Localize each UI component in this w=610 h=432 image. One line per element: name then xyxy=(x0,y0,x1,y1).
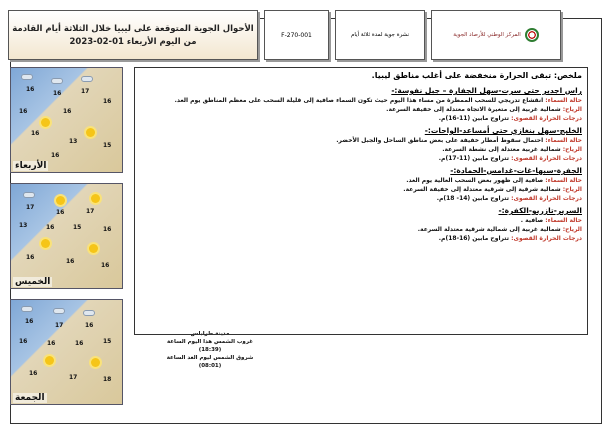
map-temp: 16 xyxy=(101,262,110,269)
doc-code-box xyxy=(264,10,329,60)
map-temp: 15 xyxy=(103,142,112,149)
sky-text: صافية . xyxy=(520,217,544,224)
cloud-icon xyxy=(51,78,63,84)
sunset-time: غروب الشمس هذا اليوم الساعة (18:39) xyxy=(166,339,254,353)
cloud-icon xyxy=(23,192,35,198)
temp-label: درجات الحرارة القصوى: xyxy=(511,235,582,242)
map-temp: 16 xyxy=(19,338,28,345)
map-day-1 xyxy=(10,67,123,173)
cloud-icon xyxy=(81,76,93,82)
temp-text: تتراوح مابين (11-17)م. xyxy=(438,155,509,162)
temp-label: درجات الحرارة القصوى: xyxy=(511,195,582,202)
sun-icon xyxy=(91,358,100,367)
temp-text: تتراوح مابين (11-16)م. xyxy=(438,115,509,122)
doc-name-box xyxy=(335,10,425,60)
map-temp: 16 xyxy=(56,209,65,216)
map-temp: 15 xyxy=(103,338,112,345)
wind-text: شمالية شرقية إلى شرقية معتدلة إلى خفيفة السرعة. xyxy=(403,186,561,193)
doc-code: F-270-001 xyxy=(281,31,312,39)
forecast-text xyxy=(134,67,588,335)
wind-label: الرياح: xyxy=(562,186,582,193)
map-day-label: الأربعاء xyxy=(15,161,47,171)
map-day-3 xyxy=(10,299,123,405)
title-box xyxy=(8,10,258,60)
sunrise-time: شروق الشمس ليوم الغد الساعة (08:01) xyxy=(166,355,254,369)
map-temp: 16 xyxy=(47,340,56,347)
title-line-2: من اليوم الأربعاء 01-02-2023 xyxy=(69,36,197,47)
map-temp: 16 xyxy=(29,370,38,377)
sky-text: انقشاع تدريجي للسحب الممطرة من مساء هذا اليوم حيث تكون السماء صافية إلى قليلة السحب على معظم المناطق يوم الغد. xyxy=(174,97,544,104)
sun-icon xyxy=(56,196,65,205)
region-title: الخليج-سهل بنغازي حتى أمساعد-الواحات:- xyxy=(424,126,582,135)
sky-text: صافية إلى ظهور بعض السحب العالية يوم الغد. xyxy=(406,177,544,184)
map-temp: 17 xyxy=(69,374,78,381)
sun-icon xyxy=(86,128,95,137)
org-name: المركز الوطني للأرصاد الجوية xyxy=(453,32,521,38)
temp-label: درجات الحرارة القصوى: xyxy=(511,115,582,122)
map-temp: 16 xyxy=(53,90,62,97)
map-temp: 16 xyxy=(75,340,84,347)
sun-icon xyxy=(41,118,50,127)
map-temp: 16 xyxy=(46,224,55,231)
region-title: الجفرة-سبها-غات-غدامس-الحمادة:- xyxy=(450,166,582,175)
cloud-icon xyxy=(21,306,33,312)
cloud-icon xyxy=(83,310,95,316)
forecast-maps xyxy=(10,67,123,405)
sun-icon xyxy=(89,244,98,253)
wind-text: شمالية غربية معتدلة إلى نشطة السرعة. xyxy=(442,146,561,153)
map-temp: 16 xyxy=(63,108,72,115)
temp-text: تتراوح مابين (14- 18)م. xyxy=(436,195,509,202)
sky-text: احتمال سقوط أمطار خفيفة على بعض مناطق الساحل والجبل الأخضر. xyxy=(336,137,544,144)
map-temp: 15 xyxy=(73,224,82,231)
cloud-icon xyxy=(53,308,65,314)
sun-times xyxy=(155,330,265,370)
sky-label: حالة السماء: xyxy=(545,177,582,184)
title-line-1: الأحوال الجوية المتوقعة على ليبيا خلال الثلاثة أيام القادمة xyxy=(12,23,254,34)
region-section xyxy=(140,86,582,123)
map-temp: 16 xyxy=(31,130,40,137)
wind-label: الرياح: xyxy=(562,106,582,113)
sun-icon xyxy=(41,239,50,248)
region-section xyxy=(140,206,582,243)
map-temp: 16 xyxy=(26,254,35,261)
map-temp: 16 xyxy=(66,258,75,265)
sky-label: حالة السماء: xyxy=(545,97,582,104)
sky-label: حالة السماء: xyxy=(545,137,582,144)
map-temp: 17 xyxy=(55,322,64,329)
wind-label: الرياح: xyxy=(562,226,582,233)
sky-label: حالة السماء: xyxy=(545,217,582,224)
map-temp: 13 xyxy=(19,222,28,229)
map-temp: 16 xyxy=(103,226,112,233)
map-temp: 17 xyxy=(81,88,90,95)
map-temp: 17 xyxy=(26,204,35,211)
temp-text: تتراوح مابين (16-18)م. xyxy=(438,235,509,242)
org-box xyxy=(431,10,561,60)
map-temp: 16 xyxy=(103,98,112,105)
cloud-icon xyxy=(21,74,33,80)
org-logo-icon xyxy=(525,28,539,42)
map-day-2 xyxy=(10,183,123,289)
region-title: راس اجدير حتى سرت-سهل الجفارة – جبل نفوسة:- xyxy=(391,86,582,95)
summary: ملخص: تبقى الحرارة منخفضة على أغلب مناطق ليبيا. xyxy=(371,71,582,80)
sun-city: مدينة طرابلس xyxy=(190,331,230,337)
sun-icon xyxy=(91,194,100,203)
header xyxy=(8,10,586,60)
map-temp: 13 xyxy=(69,138,78,145)
doc-name: نشرة جوية لمدة ثلاثة أيام xyxy=(350,32,410,38)
map-temp: 16 xyxy=(25,318,34,325)
wind-text: شمالية غربية إلى شمالية شرقية معتدلة السرعة. xyxy=(417,226,561,233)
region-section xyxy=(140,126,582,163)
temp-label: درجات الحرارة القصوى: xyxy=(511,155,582,162)
map-temp: 16 xyxy=(51,152,60,159)
map-temp: 16 xyxy=(85,322,94,329)
wind-label: الرياح: xyxy=(562,146,582,153)
map-temp: 16 xyxy=(26,86,35,93)
map-temp: 17 xyxy=(86,208,95,215)
map-day-label: الخميس xyxy=(15,277,51,287)
region-section xyxy=(140,166,582,203)
map-temp: 18 xyxy=(103,376,112,383)
sun-icon xyxy=(45,356,54,365)
map-temp: 16 xyxy=(19,108,28,115)
region-title: السرير-تازربو-الكفرة:- xyxy=(498,206,582,215)
map-day-label: الجمعة xyxy=(15,393,45,403)
wind-text: شمالية غربية إلى متغيرة الاتجاه معتدلة إلى خفيفة السرعة. xyxy=(386,106,561,113)
